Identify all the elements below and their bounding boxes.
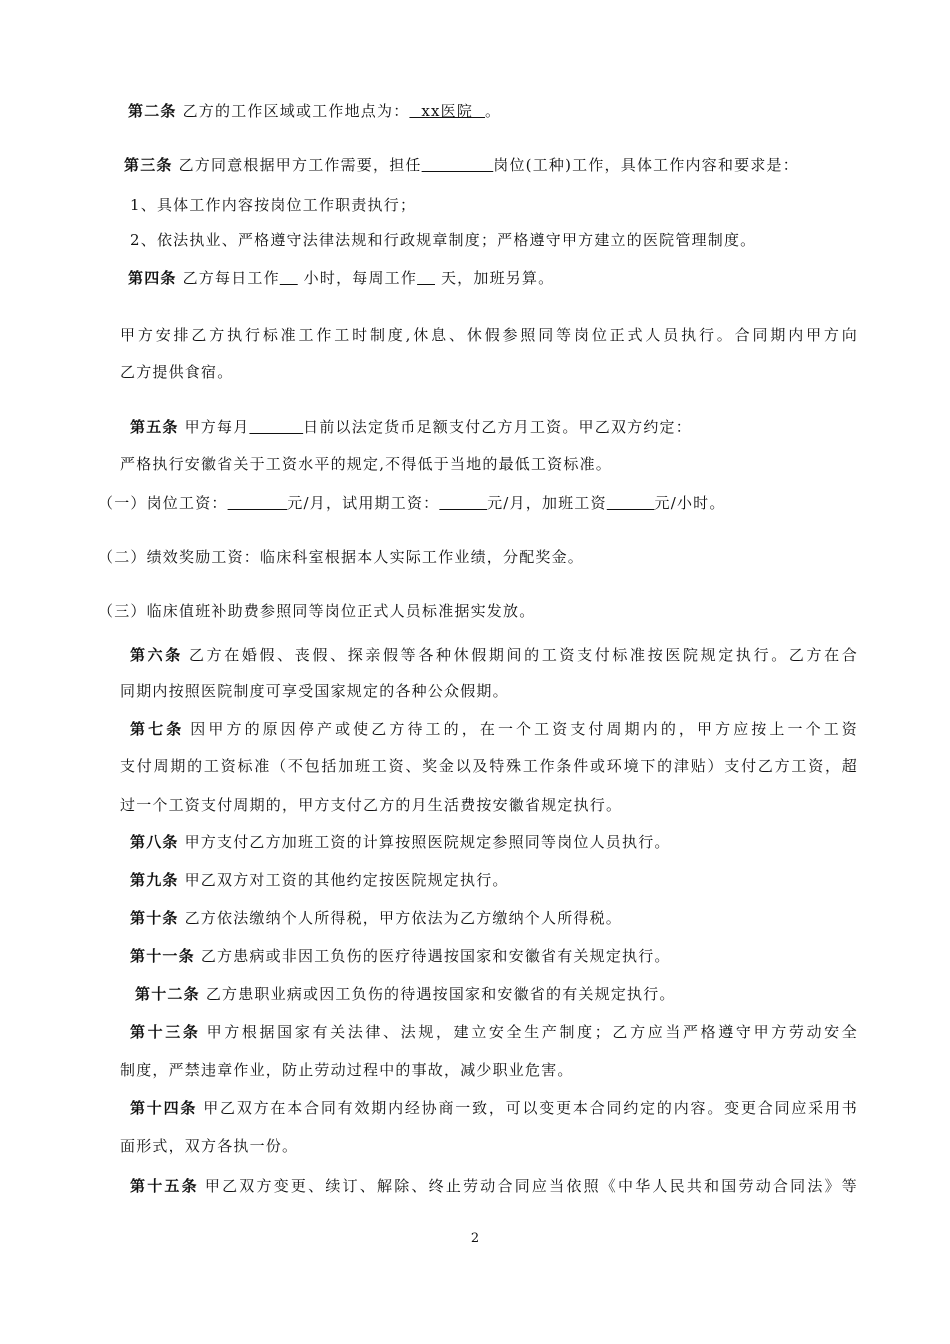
article-line <box>128 101 501 121</box>
text-segment: 乙方在婚假、丧假、探亲假等各种休假期间的工资支付标准按医院规定执行。乙方在合 <box>188 646 858 664</box>
fill-in-blank <box>228 494 288 512</box>
article-number: 第七条 <box>130 720 185 738</box>
article-number: 第十条 <box>130 909 179 927</box>
fill-in-blank <box>439 494 487 512</box>
text-segment: 甲乙双方对工资的其他约定按医院规定执行。 <box>184 871 509 889</box>
article-line <box>128 268 554 288</box>
text-segment: 严格执行安徽省关于工资水平的规定,不得低于当地的最低工资标准。 <box>120 455 612 473</box>
article-line <box>130 417 692 437</box>
text-segment: 岗位(工种)工作，具体工作内容和要求是： <box>493 156 799 174</box>
text-line <box>130 195 416 215</box>
article-line <box>130 1098 858 1118</box>
article-number: 第十二条 <box>135 985 200 1003</box>
fill-in-blank <box>249 418 303 436</box>
text-line <box>120 362 233 382</box>
article-line <box>135 984 676 1004</box>
text-line <box>98 601 535 621</box>
text-segment: 乙方患病或非因工负伤的医疗待遇按国家和安徽省有关规定执行。 <box>200 947 671 965</box>
article-number: 第十三条 <box>130 1023 201 1041</box>
text-segment: 甲方安排乙方执行标准工作工时制度,休息、休假参照同等岗位正式人员执行。合同期内甲方向 <box>120 326 858 344</box>
fill-in-blank <box>417 269 435 287</box>
fill-in-blank <box>607 494 655 512</box>
text-segment: 。 <box>485 102 502 120</box>
article-line <box>130 1022 858 1042</box>
text-segment: 甲乙双方在本合同有效期内经协商一致，可以变更本合同约定的内容。变更合同应采用书 <box>203 1099 858 1117</box>
article-number: 第十四条 <box>130 1099 198 1117</box>
article-line <box>130 832 671 852</box>
text-line <box>130 230 756 250</box>
text-line <box>120 795 622 815</box>
text-segment: 元/小时。 <box>654 494 726 512</box>
text-segment: 乙方每日工作 <box>182 269 280 287</box>
text-line <box>120 756 858 776</box>
article-line <box>130 946 671 966</box>
text-segment: 元/月，加班工资 <box>487 494 607 512</box>
text-segment: 甲方每月 <box>184 418 250 436</box>
text-segment: 1、具体工作内容按岗位工作职责执行； <box>130 196 417 214</box>
article-line <box>130 870 509 890</box>
text-segment: 支付周期的工资标准（不包括加班工资、奖金以及特殊工作条件或环境下的津贴）支付乙方工资，超 <box>120 757 858 775</box>
fill-in-blank <box>280 269 298 287</box>
text-line <box>120 681 509 701</box>
article-line <box>130 645 858 665</box>
text-segment: 过一个工资支付周期的，甲方支付乙方的月生活费按安徽省规定执行。 <box>120 796 623 814</box>
text-line <box>120 325 858 345</box>
text-line <box>120 454 612 474</box>
text-segment: 乙方提供食宿。 <box>120 363 234 381</box>
text-segment: （一）岗位工资： <box>98 494 228 512</box>
text-segment: 同期内按照医院制度可享受国家规定的各种公众假期。 <box>120 682 509 700</box>
text-segment: 2、依法执业、严格遵守法律法规和行政规章制度；严格遵守甲方建立的医院管理制度。 <box>130 231 757 249</box>
page-number: 2 <box>470 1231 480 1246</box>
article-number: 第九条 <box>130 871 179 889</box>
text-segment: 乙方患职业病或因工负伤的待遇按国家和安徽省的有关规定执行。 <box>205 985 676 1003</box>
text-segment: （二）绩效奖励工资：临床科室根据本人实际工作业绩，分配奖金。 <box>98 548 585 566</box>
fill-in-blank <box>422 156 494 174</box>
text-segment: 乙方依法缴纳个人所得税，甲方依法为乙方缴纳个人所得税。 <box>184 909 623 927</box>
article-line <box>130 908 622 928</box>
text-segment: （三）临床值班补助费参照同等岗位正式人员标准据实发放。 <box>98 602 536 620</box>
text-segment: 面形式，双方各执一份。 <box>120 1137 299 1155</box>
article-line <box>130 719 858 739</box>
fill-in-blank: xx医院 <box>409 102 486 120</box>
text-segment: 天，加班另算。 <box>435 269 555 287</box>
text-line <box>120 1060 574 1080</box>
text-segment: 甲方根据国家有关法律、法规，建立安全生产制度；乙方应当严格遵守甲方劳动安全 <box>206 1023 859 1041</box>
article-number: 第五条 <box>130 418 179 436</box>
text-segment: 乙方同意根据甲方工作需要，担任 <box>178 156 422 174</box>
article-number: 第十五条 <box>130 1177 199 1195</box>
article-number: 第八条 <box>130 833 179 851</box>
text-segment: 乙方的工作区域或工作地点为： <box>182 102 410 120</box>
text-segment: 因甲方的原因停产或使乙方待工的，在一个工资支付周期内的，甲方应按上一个工资 <box>190 720 858 738</box>
text-segment: 小时，每周工作 <box>297 269 418 287</box>
text-segment: 制度，严禁违章作业，防止劳动过程中的事故，减少职业危害。 <box>120 1061 574 1079</box>
article-number: 第四条 <box>128 269 177 287</box>
text-segment: 甲方支付乙方加班工资的计算按照医院规定参照同等岗位人员执行。 <box>184 833 671 851</box>
article-number: 第十一条 <box>130 947 195 965</box>
article-line <box>124 155 799 175</box>
text-line <box>98 493 726 513</box>
article-number: 第六条 <box>130 646 183 664</box>
text-segment: 甲乙双方变更、续订、解除、终止劳动合同应当依照《中华人民共和国劳动合同法》等 <box>204 1177 858 1195</box>
article-line <box>130 1176 858 1196</box>
text-line <box>98 547 584 567</box>
text-line <box>120 1136 298 1156</box>
text-segment: 元/月，试用期工资： <box>287 494 440 512</box>
text-segment: 日前以法定货币足额支付乙方月工资。甲乙双方约定： <box>303 418 692 436</box>
article-number: 第二条 <box>128 102 177 120</box>
article-number: 第三条 <box>124 156 173 174</box>
